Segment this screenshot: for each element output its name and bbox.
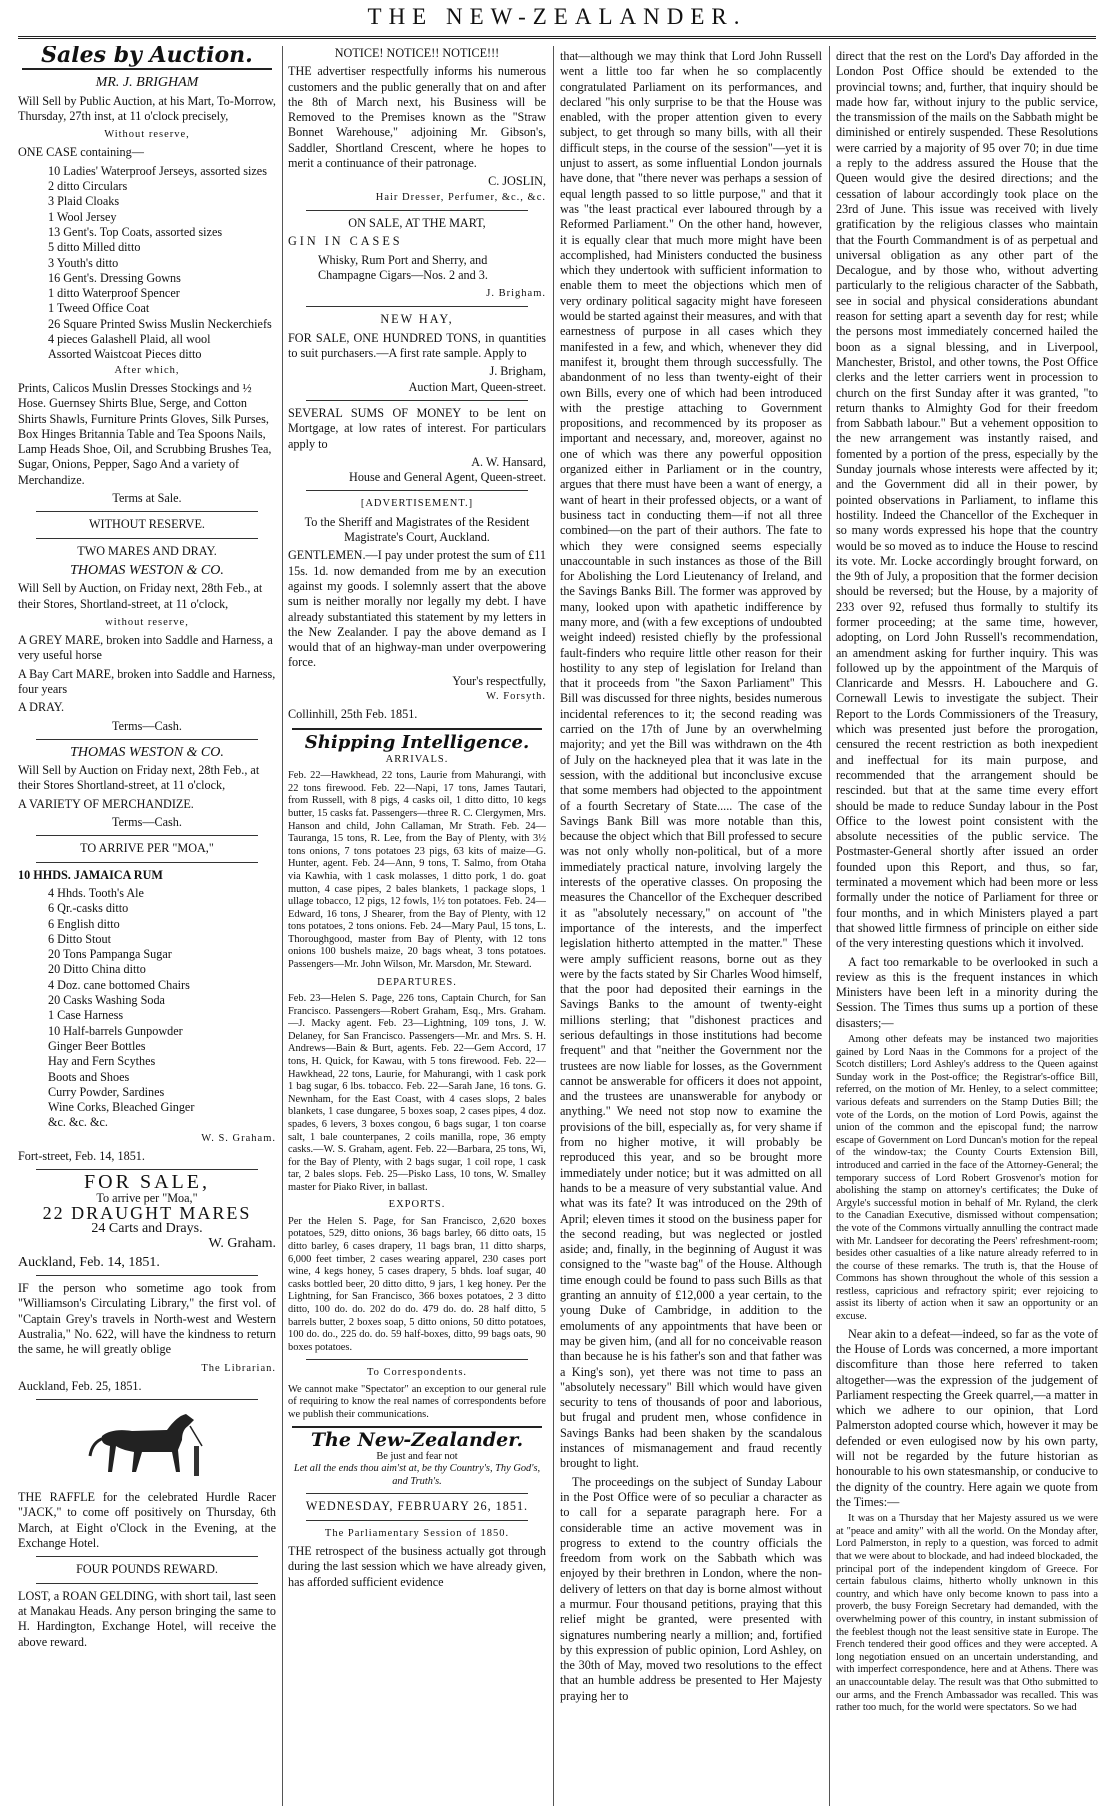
divider (306, 1520, 528, 1521)
auction-intro: Will Sell by Auction, on Friday next, 28th Feb., at their Stores, Shortland-street, at 11 o'clock, (18, 581, 263, 611)
list-item: 1 ditto Waterproof Spencer (48, 286, 180, 301)
list-item: Ginger Beer Bottles (48, 1038, 146, 1053)
divider (36, 1275, 258, 1276)
divider (36, 835, 258, 836)
list-item: 2 ditto Circulars (48, 179, 128, 194)
auction-intro: Will Sell by Public Auction, at his Mart, To-Morrow, Thursday, 27th inst, at 11 o'clock precisely, (18, 93, 276, 123)
lot-merchandize: A VARIETY OF MERCHANDIZE. (18, 796, 194, 811)
terms: Terms—Cash. (112, 718, 182, 733)
list-item: 6 Qr.-casks ditto (48, 901, 129, 916)
list-item: 16 Gent's. Dressing Gowns (48, 270, 181, 285)
list-item: Hay and Fern Scythes (48, 1054, 156, 1069)
dateline: Collinhill, 25th Feb. 1851. (288, 707, 418, 722)
goods-list (18, 886, 276, 1131)
exports-text: Per the Helen S. Page, for San Francisco, 2,620 boxes potatoes, 529, ditto onions, 36 bags barley, 66 ditto oats, 15 ditto barley, 6 cases drapery, 11 bags bran, 11 ditto sharps, 6,000 feet timber, 2 cases wearing apparel, 230 cases port wine, 4 kegs honey, 5 cases drapery, 5 bhds. loaf sugar, 40 casks bottled beer, 20 ditto ditto, 9 jars, 1 keg honey. Per the Lightning, for San Francisco, 366 boxes potatoes, 2 3 ditto ditto, 100 do. do. 202 do do. 479 do. do. 28 half ditto, 5 barrels butter, 2 boxes soap, 5 ditto onions, 50 ditto potatoes, 100 do. do., 225 do. do. 59 half-boxes, ditto, 99 bags oats, 90 boxes potatoes. (288, 1215, 546, 1353)
list-item: 1 Tweed Office Coat (48, 301, 150, 316)
mares-heading: TWO MARES AND DRAY. (77, 543, 217, 558)
list-item: 10 Ladies' Waterproof Jerseys, assorted sizes (48, 163, 267, 178)
list-item: 20 Ditto China ditto (48, 962, 146, 977)
horse-icon (82, 1406, 212, 1484)
list-item: 5 ditto Milled ditto (48, 240, 141, 255)
raffle-notice: THE RAFFLE for the celebrated Hurdle Racer "JACK," to come off positively on Thursday, 6th March, at Eight o'Clock in the Evening, at the Exchange Hotel. (18, 1490, 276, 1551)
quoted-text: It was on a Thursday that her Majesty assured us we were at "peace and amity" with all the world. On the Monday after, Lord Palmerston, in reply to a question, was forced to admit that we were about to blockade, and had indeed blockaded, the principal port of the independent kingdom of Greece. For certain fabulous claims, hitherto wholly unknown in this country, and which have only become known to pass into a proverb, the busy Foreign Secretary had demanded, with the overwhelming power of this country, in instant submission of the feeblest though not the least sensitive state in Europe. The French tendered their good offices and they were accepted. A long negotiation ensued on an uncertain understanding, and with imperfect correspondence, here and at Athens. There was an unaccountable delay. The result was that Otho submitted to our arms, and the French Ambassador was recalled. This was rather too much, for the world were spectators. So we had (836, 1513, 1098, 1714)
divider (36, 511, 258, 512)
address-to: To the Sheriff and Magistrates of the Resident Magistrate's Court, Auckland. (304, 514, 530, 545)
list-item: Curry Powder, Sardines (48, 1084, 165, 1099)
article-text: that—although we may think that Lord John Russell went a little too far when he so complacently congratulated Parliament on its performances, and declared "his only surprise to be that the House was enabled, with the proper attention given to every subject, to get through so many bills, with all their difficult steps, in the course of the session"—yet it is unjust to assert, as some influential London journals have done, that "there never was perhaps a session of equal length passed to so little purpose," and that it was "the least practical ever laboured through by a Reformed Parliament." On the other hand, however, it is equally clear that much more might have been accomplished, had Ministers conducted the business which they undertook with sufficient information to enable them to meet the objections which men of very ordinary political sagacity might have foreseen would be started against their measures, and with that earnestness of purpose in all cases which they manifested in a few, and which, whenever they did manifest it, brought them through successfully. The abandonment of no less than twenty-eight of their own Bills, every one of which had been introduced with the prestige attaching to Government propositions, and recommenced by its proposer as important and necessary, and, moreover, against no one of which was there any powerful opposition organized either in Parliament or in the country, argues that there must have been a want of energy, a want of heart in their professed objects, or a want of business tact in conducting them—if not all three combined—on the part of their authors. The fate to which they were consigned seems especially unaccountable in such instances as those of the Bill for Abolishing the Lord Lieutenancy of Ireland, and the Savings Banks Bill. The former was approved by many, looked upon with apathetic indifference by many more, and (with a few exceptions of undoubted weight indeed) resisted chiefly by the professional fault-finders who require little other reason for their hostility to any step of legislation for Ireland than that it proceeds from "the Saxon Parliament" This Bill was discussed for three nights, besides numerous incidental references to it; the second reading was carried on the 17th of June by an overwhelming majority; and yet the Bill was withdrawn on the 4th of July on the hackneyed plea that it was late in the session, with the additional but inconclusive excuse that some members had objected to the appointment of a fourth Secretary of State..... The case of the Savings Bank Bill was more notable than this, because the object which that Bill professed to secure was not only wholly non-political, but of a more immediately practical nature, involving largely the interests of the operative classes. On proposing the measures the Chancellor of the Exchequer described it as "absolutely necessary," on account of "the importance of the interests, and the imperfect legislation hitherto attempted in the matter." These were amply sufficient reasons, borne out as they were by the facts stated by Sir Charles Wood himself, that the poor had deposited their earnings in the Savings Banks to the amount of twenty-eight millions sterling; that "dishonest practices and serious defaultings in those institutions had become frequent" and that "neither the Government nor the trustees are now liable for losses, as the Government cannot be answerable for officers it does not appoint, and the trustees are unanswerable for anybody or anything." We need not stop now to examine the provisions of the bill, especially as, for very shame if from no higher motive, it will probably be reproduced this year, and so be brought more immediately under notice; but it was admitted on all hands to be a measure of very substantial value. And what was its fate? It was introduced on the 29th of April; eleven times it stood on the business paper for the second reading, but was neglected or jostled aside; and, finally, in the beginning of August it was consigned to the "waste bag" of the House. Although time enough could be found to pass such Bills as that granting an annuity of £12,000 a year certain, to the young Duke of Cambridge, in addition to the emoluments of any appointments that have been or may be given him, (and all for no conceivable reason than because he is his father's son and that father was a King's son), yet there was not time to pass an "absolutely necessary" Bill which would have given security to tens of thousands of poor and laborious, but frugal and prudent men, whose confidence in Savings Banks had been shaken by the scandalous instances of mismanagement and fraud recently brought to light. (560, 49, 822, 1471)
signature: C. JOSLIN, (488, 174, 546, 189)
divider (292, 728, 542, 730)
list-item: 3 Youth's ditto (48, 255, 119, 270)
column-2 (288, 46, 546, 1808)
list-item: Assorted Waistcoat Pieces ditto (48, 347, 202, 362)
auction-intro: Will Sell by Auction on Friday next, 28th Feb., at their Stores Shortland-street, at 11 o'clock, (18, 763, 260, 793)
list-item: 20 Tons Pampanga Sugar (48, 947, 172, 962)
divider (36, 862, 258, 863)
motto: Let all the ends thou aim'st at, be thy Country's, Thy God's, and Truth's. (293, 1463, 541, 1487)
closing: Your's respectfully, (452, 673, 546, 688)
list-item: 3 Plaid Cloaks (48, 194, 120, 209)
column-divider (282, 46, 283, 1806)
list-item: 20 Casks Washing Soda (48, 993, 165, 1008)
correspondents-text: We cannot make "Spectator" an exception to our general rule of requiring to know the real names of correspondents before we publish their communications. (288, 1383, 546, 1420)
divider (306, 400, 528, 401)
lot-bay-mare: A Bay Cart MARE, broken into Saddle and Harness, four years (18, 666, 276, 696)
section-heading-shipping: Shipping Intelligence. (304, 731, 530, 753)
list-item: 4 Hhds. Tooth's Ale (48, 885, 144, 900)
paper-title: The New-Zealander. (310, 1429, 524, 1452)
divider (36, 1556, 258, 1557)
arrive-line: To arrive per "Moa," (96, 1190, 198, 1205)
list-item: 1 Wool Jersey (48, 209, 117, 224)
signature: A. W. Hansard, (471, 454, 546, 469)
column-4 (836, 46, 1098, 1808)
column-divider (553, 46, 554, 1806)
money-notice: SEVERAL SUMS OF MONEY to be lent on Mortgage, at low rates of interest. For particulars apply to (288, 405, 546, 451)
divider (306, 1359, 528, 1360)
issue-date: WEDNESDAY, FEBRUARY 26, 1851. (305, 1499, 529, 1514)
divider (22, 68, 272, 70)
masthead-rule (18, 36, 1096, 39)
signature: W. Graham. (208, 1236, 276, 1252)
address: House and General Agent, Queen-street. (349, 470, 546, 485)
hay-heading: NEW HAY, (380, 312, 454, 327)
quoted-text: Among other defeats may be instanced two majorities gained by Lord Naas in the Commons for a project of the Scotch distillers; Lord Ashley's address to the Queen against Sunday work in the Post-office; the Registrar's-office Bill, referred, on the motion of Mr. Henley, to a select committee; various defeats and surrenders on the Stamp Duties Bill; the vote of the Lords, on the motion of Lord Powis, against the union of the common and the episcopal fund; the narrow escape of Government on Lord Duncan's motion for the repeal of the window-tax; the County Courts Extension Bill, introduced and carried in the face of the Attorney-General; the temporary success of Lord Robert Grosvenor's motion for abolishing the stamp on attorney's certificates; the Duke of Argyle's successful motion in behalf of Mr. Ryland, the clerk to the Canadian Executive, dismissed without compensation; the vote of the Commons virtually annulling the contract made with Mr. Landseer for decorating the Peers' refreshment-room; besides other casualties of a like nature already referred to in the course of these remarks. The truth is, that the House of Commons has shown throughout the whole of this session a restless, capricious and refractory spirit; ever rejoicing to assist its liberty of action when it saw an opportunity or an excuse. (836, 1034, 1098, 1323)
gin-heading: GIN IN CASES (288, 234, 403, 249)
arrivals-heading: ARRIVALS. (385, 753, 449, 765)
divider (36, 1169, 258, 1170)
section-heading-auction: Sales by Auction. (41, 46, 253, 68)
divider (306, 1493, 528, 1494)
article-text: direct that the rest on the Lord's Day afforded in the London Post Office should be extended to the provincial towns; and, further, that inquiry should be made how far, without injury to the public service, the transmission of the mails on the Sabbath might be diminished or entirely suspended. These Resolutions were carried by a majority of 95 over 70; in due time a reply to the address assured the House that the Queen would give the desired directions; and the cessation of labour accordingly took place on the 23rd of June. This issue was received with lively gratification by the religious classes who maintain that the Fourth Commandment is of as perpetual and universal obligation as any other part of the Decalogue, and by those who, without adverting particularly to the religious character of the Sabbath, see in social and physical considerations abundant reason for setting apart a seventh day for rest; while the persons most immediately concerned hailed the boon as a signal blessing, and in Liverpool, Manchester, Bristol, and other towns, the Post Office clerks and the letter carriers went in procession to church on the first Sunday after it was granted, "to return thanks to Almighty God for their freedom from Sabbath labour." But a vehement opposition to the new arrangement was instantly raised, and fomented by a portion of the press, especially by the Sunday journals whose interests were affected by it; and the Government did all in their power, by pointed observations in Parliament, to inflame this hostility. Indeed the Chancellor of the Exchequer in so many words expressed his hope that the country would be so moved as to induce the House to rescind its vote. Mr. Locke accordingly brought forward, on the 9th of July, a proposition that the former decision should be reversed; but the House, by a majority of 233 over 92, refused thus formally to stultify its former proceeding; at the same time, however, adopting, on Lord John Russell's recommendation, an amendment asking for further inquiry. This was followed up by the appointment of the Marquis of Clanricarde and Messrs. H. Labouchere and G. Cornewall Lewis to investigate the subject. Their Report to the Lords Commissioners of the Treasury, which was presented just before the prorogation, censured the recent restriction as both inexpedient and ineffectual for its main purpose, and recommended that the arrangement should be rescinded. but that at the same time every effort should be made to reduce Sunday labour in the Post Office to the lowest point consistent with the absolute necessities of the public service. The Postmaster-General shortly after issued an order founded upon this Report, and thus, so far, terminated a movement which had been more or less formally under the notice of Parliament for three or four months, and in which Ministers played a part that showed little firmness of principle on either side of the very interesting questions which it involved. (836, 49, 1098, 951)
after-which: After which, (114, 364, 180, 376)
list-item: 10 Half-barrels Gunpowder (48, 1023, 183, 1038)
masthead: THE NEW-ZEALANDER. (367, 4, 747, 29)
list-item: Boots and Shoes (48, 1069, 130, 1084)
departures-text: Feb. 23—Helen S. Page, 226 tons, Captain Church, for San Francisco. Passengers—Robert Graham, Esq., Mrs. Graham.—J. Macky agent. Feb. 23—Lightning, 109 tons, J. W. Delaney, for San Francisco. Passengers—Mr. and Mrs. S. H. Andrews—Bain & Burt, agents. Feb. 22—Gem Accord, 17 tons, H. Quick, for Kawau, with 5 tons firewood. Feb. 22—Hawkhead, 22 tons, Laurie, for Mahurangi, with 1 cask pork 1 bag sugar, 6 lbs. tobacco. Feb. 22—Sarah Jane, 16 tons. G. Newnham, for the East Coast, with 4 cases slops, 2 bales blankets, 1 case dungaree, 5 boxes soap, 2 cases pipes, 4 doz. spades, 6 levers, 3 boxes congou, 6 bags sugar, 1 ton coarse salt, 1 bale counterpanes, 2 coils manilla, rope, 36 empty casks.—W. S. Graham, agent. Feb. 22—Barbara, 25 tons, Wi, for the Bay of Plenty, with 2 bags sugar, 1 coil rope, 1 cask tar, 2 bales slops. Feb. 25—Pisko Lass, 10 tons, W. Smalley master for Piako River, in ballast. (288, 992, 546, 1193)
signature: J. Brigham. (486, 288, 546, 300)
signature: J. Brigham, (489, 364, 546, 379)
list-item: 6 English ditto (48, 916, 120, 931)
motto: Be just and fear not (376, 1450, 458, 1462)
lot-dray: A DRAY. (18, 700, 65, 715)
auctioneer-name: THOMAS WESTON & CO. (70, 562, 224, 578)
correspondents-heading: To Correspondents. (366, 1367, 468, 1379)
list-item: 13 Gent's. Top Coats, assorted sizes (48, 224, 223, 239)
article-text: The proceedings on the subject of Sunday Labour in the Post Office were of so peculiar a character as to call for a separate paragraph here. For a considerable time an active movement was in progress to extend to the country officials the freedom from work on the Sabbath which was enjoyed by their brethren in London, where the non-delivery of letters on that day is borne almost without a murmur. Four thousand petitions, praying that this relief might be granted, were presented with signatures numbering nearly a million; and, fortified by this expression of public opinion, Lord Ashley, on the 30th of May, moved two resolutions to the effect that an humble address be presented to Her Majesty praying her to (560, 1474, 822, 1703)
terms: Terms at Sale. (112, 491, 182, 506)
gin-items: Whisky, Rum Port and Sherry, and Champagne Cigars—Nos. 2 and 3. (318, 252, 488, 282)
dateline: Fort-street, Feb. 14, 1851. (18, 1149, 145, 1163)
signature: W. Forsyth. (486, 690, 546, 702)
mart-heading: ON SALE, AT THE MART, (348, 215, 486, 230)
signature: W. S. Graham. (201, 1132, 276, 1144)
signature-trade: Hair Dresser, Perfumer, &c., &c. (375, 191, 546, 203)
column-3 (560, 46, 822, 1808)
notice-text: THE advertiser respectfully informs his numerous customers and the public generally that on and after the 8th of March next, his Business will be Removed to the Premises known as the "Straw Bonnet Warehouse," adjoining Mr. Gibson's, Saddler, Shortland Crescent, where he hopes to merit a continuance of their patronage. (288, 64, 546, 171)
mares-line: 22 DRAUGHT MARES (42, 1202, 252, 1223)
carts-line: 24 Carts and Drays. (91, 1221, 203, 1237)
notice-heading: NOTICE! NOTICE!! NOTICE!!! (334, 46, 500, 60)
departures-heading: DEPARTURES. (377, 976, 457, 988)
without-reserve: WITHOUT RESERVE. (89, 517, 205, 532)
signature: The Librarian. (201, 1362, 276, 1374)
divider (36, 739, 258, 740)
divider (36, 1583, 258, 1584)
address: Auction Mart, Queen-street. (408, 379, 546, 394)
hay-text: FOR SALE, ONE HUNDRED TONS, in quantities to suit purchasers.—A first rate sample. Apply to (288, 330, 546, 361)
divider (292, 1426, 542, 1428)
advertisement-label: [ADVERTISEMENT.] (360, 498, 474, 510)
divider (306, 210, 528, 211)
list-item: 4 Doz. cane bottomed Chairs (48, 977, 190, 992)
auctioneer-name: MR. J. BRIGHAM (95, 75, 199, 91)
column-divider (829, 46, 830, 1806)
article-title: The Parliamentary Session of 1850. (324, 1527, 510, 1539)
terms: Terms—Cash. (112, 815, 182, 830)
article-text: THE retrospect of the business actually got through during the last session which we have already given, has afforded sufficient evidence (288, 1544, 546, 1589)
arrivals-text: Feb. 22—Hawkhead, 22 tons, Laurie from Mahurangi, with 22 tons firewood. Feb. 22—Napi, 17 tons, James Tautari, from Russell, with 8 pigs, 4 casks oil, 1 ditto ditto, 10 kegs butter, 15 casks fat. Passengers—three R. C. Clergymen, Mrs. Hanson and child, John Callaman, Mr Strath. Feb. 24—Tauranga, 15 tons, R. Lee, from the Bay of Plenty, with 3½ tons onions, 7 tons potatoes 23 pigs, 63 kits of maize—G. Hunter, agent. Feb. 24—Ann, 9 tons, T. Salmo, from Otaha via Kawhia, with 1 cask molasses, 1 ditto pork, 1 do. goat mutton, 4 case pipes, 2 bales blankets, 1 package slops, 1 ullage tobacco, 12 pigs, 12 fowls, 1½ ton potatoes. Feb. 24—Edward, 16 tons, J Shearer, from the Bay of Plenty, with 12 tons potatoes, 2 tons onions. Feb. 24—Mary Paul, 15 tons, L. Thoroughgood, master from Bay of Plenty, with 12 tons onions 100 bushels maize, 20 bags wheat, 3 tons potatoes. Passengers—Mr. John Wilson, Mr. Marsdon, Mr. Steward. (288, 770, 546, 971)
auctioneer-name: THOMAS WESTON & CO. (70, 744, 224, 760)
list-item: &c. &c. &c. (48, 1115, 108, 1130)
library-notice: IF the person who sometime ago took from "Williamson's Circulating Library," the first vol. of "Captain Grey's travels in North-west and Western Australia," No. 622, will have the kindness to return the same, he will greatly oblige (18, 1281, 276, 1357)
dateline: Auckland, Feb. 14, 1851. (18, 1254, 160, 1270)
after-items: Prints, Calicos Muslin Dresses Stockings and ½ Hose. Guernsey Shirts Blue, Serge, and Cotton Shirts Shawls, Furniture Prints Gloves, Silk Purses, Box Hinges Britannia Table and Tea Spoons Nails, Lamp Heads Shoe, Oil, and Scrubbing Brushes Tea, Sugar, Onions, Pepper, Sago And a variety of Merchandize. (18, 380, 272, 487)
lot-grey-mare: A GREY MARE, broken into Saddle and Harness, a very useful horse (18, 633, 273, 663)
lot-list (18, 164, 276, 363)
exports-heading: EXPORTS. (388, 1199, 446, 1211)
lost-notice: LOST, a ROAN GELDING, with short tail, last seen at Manakau Heads. Any person bringing the same to H. Hardington, Exchange Hotel, will receive the above reward. (18, 1588, 276, 1649)
list-item: 4 pieces Galashell Plaid, all wool (48, 332, 211, 347)
list-item: Wine Corks, Bleached Ginger (48, 1100, 195, 1115)
dateline: Auckland, Feb. 25, 1851. (18, 1378, 142, 1393)
list-item: 6 Ditto Stout (48, 931, 111, 946)
article-text: Near akin to a defeat—indeed, so far as the vote of the House of Lords was concerned, a more important discomfiture than those here referred to taken altogether—was the expression of the judgement of Parliament respecting the Greek quarrel,—a matter in which we adhere to our opinion, that Lord Palmerston adopted course which, however it may be defended or even eulogised now by his own party, will not be regarded by the future historian as honourable to his own statesmanship, or conducive to the dignity of the country. Here again we quote from the Times:— (836, 1326, 1098, 1509)
divider (306, 306, 528, 307)
divider (36, 538, 258, 539)
for-sale-heading: FOR SALE, (84, 1171, 210, 1194)
divider (306, 490, 528, 491)
arrive-heading: TO ARRIVE PER "MOA," (80, 841, 214, 856)
reserve-note: Without reserve, (104, 129, 190, 141)
divider (36, 1399, 258, 1400)
forsyth-letter: GENTLEMEN.—I pay under protest the sum of £11 15s. 1d. now demanded from me by an execution against my goods. I solemnly assert that the above sum is neither morally nor legally my debt. I have already substantiated this statement by my letters in the New Zealander. I pay the above demand as I would that of an highway-man under overpowering force. (288, 548, 546, 670)
list-item: 1 Case Harness (48, 1008, 124, 1023)
reward-heading: FOUR POUNDS REWARD. (76, 1562, 218, 1577)
article-text: A fact too remarkable to be overlooked in such a review as this is the frequent instances in which Ministers have been left in a minority during the Session. The Times thus sums up a portion of these disasters;— (836, 954, 1098, 1030)
column-1 (18, 46, 276, 1808)
reserve-note: without reserve, (105, 616, 189, 628)
rum-heading: 10 HHDS. JAMAICA RUM (18, 867, 163, 882)
list-item: 26 Square Printed Swiss Muslin Neckerchiefs (48, 316, 272, 331)
lot-intro: ONE CASE containing— (18, 145, 144, 160)
